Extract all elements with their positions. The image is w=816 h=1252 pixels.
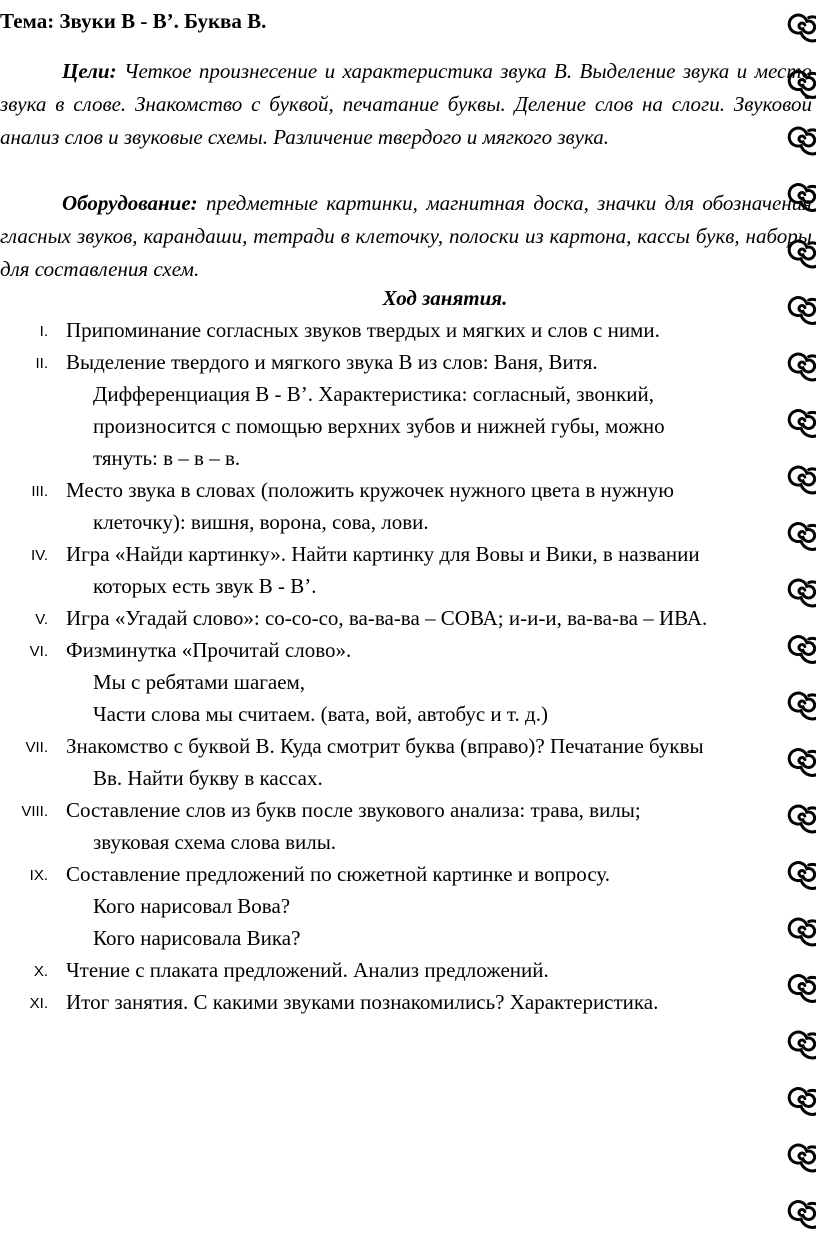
equipment-text: предметные картинки, магнитная доска, значки для обозначения гласных звуков, карандаши, тетради в клеточку, полоски из картона, кассы букв, наборы для составления схем. bbox=[0, 191, 813, 281]
step-text bbox=[66, 474, 800, 538]
step-line: Место звука в словах (положить кружочек нужного цвета в нужную bbox=[66, 478, 674, 502]
swirl-icon bbox=[787, 404, 816, 443]
swirl-icon bbox=[787, 517, 816, 556]
swirl-icon bbox=[787, 8, 816, 47]
lesson-step bbox=[0, 634, 800, 730]
step-line: Дифференциация В - В’. Характеристика: согласный, звонкий, bbox=[93, 382, 655, 406]
step-line: Части слова мы считаем. (вата, вой, автобус и т. д.) bbox=[93, 702, 548, 726]
goals-label: Цели: bbox=[62, 59, 117, 83]
step-text bbox=[66, 858, 800, 954]
swirl-icon bbox=[787, 347, 816, 386]
step-line: Кого нарисовал Вова? bbox=[93, 894, 291, 918]
step-line: Игра «Угадай слово»: со-со-со, ва-ва-ва – СОВА; и-и-и, ва-ва-ва – ИВА. bbox=[66, 606, 708, 630]
step-number: X. bbox=[33, 963, 48, 980]
step-line: звуковая схема слова вилы. bbox=[93, 830, 337, 854]
step-line: Знакомство с буквой В. Куда смотрит буква (вправо)? Печатание буквы bbox=[66, 734, 704, 758]
step-line: Составление слов из букв после звукового анализа: трава, вилы; bbox=[66, 798, 641, 822]
swirl-icon bbox=[787, 291, 816, 330]
swirl-icon bbox=[787, 969, 816, 1008]
step-line: которых есть звук В - В’. bbox=[93, 574, 317, 598]
step-text bbox=[66, 986, 800, 1018]
lesson-title: Тема: Звуки В - В’. Буква В. bbox=[0, 9, 267, 33]
goals-text: Четкое произнесение и характеристика звука В. Выделение звука и место звука в слове. Знакомство с буквой, печатание буквы. Деление слов на слоги. Звуковой анализ слов и звуковые схемы. Различение твердого и мягкого звука. bbox=[0, 59, 813, 149]
swirl-icon bbox=[787, 856, 816, 895]
step-text bbox=[66, 794, 800, 858]
step-number: III. bbox=[31, 483, 48, 500]
swirl-icon bbox=[787, 573, 816, 612]
lesson-step bbox=[0, 730, 800, 794]
step-line: Припоминание согласных звуков твердых и мягких и слов с ними. bbox=[66, 318, 660, 342]
step-line: Выделение твердого и мягкого звука В из слов: Ваня, Витя. bbox=[66, 350, 598, 374]
step-line: клеточку): вишня, ворона, сова, лови. bbox=[93, 510, 429, 534]
lesson-step bbox=[0, 346, 800, 474]
swirl-icon bbox=[787, 460, 816, 499]
lesson-step bbox=[0, 314, 800, 346]
step-text bbox=[66, 538, 800, 602]
border-swirls bbox=[786, 0, 816, 1252]
step-line: Мы с ребятами шагаем, bbox=[93, 670, 306, 694]
swirl-icon bbox=[787, 1025, 816, 1064]
lesson-step bbox=[0, 858, 800, 954]
swirl-icon bbox=[787, 1138, 816, 1177]
swirl-icon bbox=[787, 121, 816, 160]
step-text bbox=[66, 346, 800, 474]
step-line: произносится с помощью верхних зубов и нижней губы, можно bbox=[93, 414, 665, 438]
decorative-border bbox=[786, 0, 816, 1252]
step-line: Составление предложений по сюжетной картинке и вопросу. bbox=[66, 862, 611, 886]
step-number: IX. bbox=[29, 867, 48, 884]
step-line: Игра «Найди картинку». Найти картинку для Вовы и Вики, в названии bbox=[66, 542, 700, 566]
swirl-icon bbox=[787, 1082, 816, 1121]
swirl-icon bbox=[787, 65, 816, 104]
step-number: IV. bbox=[31, 547, 48, 564]
lesson-step bbox=[0, 986, 800, 1018]
step-number: XI. bbox=[29, 995, 48, 1012]
swirl-icon bbox=[787, 686, 816, 725]
swirl-icon bbox=[787, 912, 816, 951]
step-line: Кого нарисовала Вика? bbox=[93, 926, 301, 950]
lesson-step bbox=[0, 954, 800, 986]
swirl-icon bbox=[787, 799, 816, 838]
step-text bbox=[66, 730, 800, 794]
step-number: VI. bbox=[29, 643, 48, 660]
section-title: Ход занятия. bbox=[382, 286, 508, 310]
swirl-icon bbox=[787, 234, 816, 273]
equipment-label: Оборудование: bbox=[62, 191, 198, 215]
step-line: Физминутка «Прочитай слово». bbox=[66, 638, 352, 662]
step-number: I. bbox=[39, 323, 48, 340]
swirl-icon bbox=[787, 1195, 816, 1234]
step-line: Чтение с плаката предложений. Анализ предложений. bbox=[66, 958, 549, 982]
lesson-step bbox=[0, 794, 800, 858]
lesson-step bbox=[0, 602, 800, 634]
goals-paragraph bbox=[0, 55, 812, 154]
swirl-icon bbox=[787, 630, 816, 669]
step-text bbox=[66, 602, 800, 634]
swirl-icon bbox=[787, 178, 816, 217]
step-number: VII. bbox=[25, 739, 48, 756]
step-text bbox=[66, 314, 800, 346]
step-line: Вв. Найти букву в кассах. bbox=[93, 766, 323, 790]
step-line: тянуть: в – в – в. bbox=[93, 446, 241, 470]
step-line: Итог занятия. С какими звуками познакомились? Характеристика. bbox=[66, 990, 659, 1014]
swirl-icon bbox=[787, 743, 816, 782]
step-text bbox=[66, 954, 800, 986]
step-number: II. bbox=[35, 355, 48, 372]
step-number: VIII. bbox=[21, 803, 48, 820]
lesson-steps-list bbox=[0, 314, 800, 1018]
lesson-step bbox=[0, 474, 800, 538]
lesson-step bbox=[0, 538, 800, 602]
equipment-paragraph bbox=[0, 187, 812, 286]
step-text bbox=[66, 634, 800, 730]
step-number: V. bbox=[35, 611, 48, 628]
